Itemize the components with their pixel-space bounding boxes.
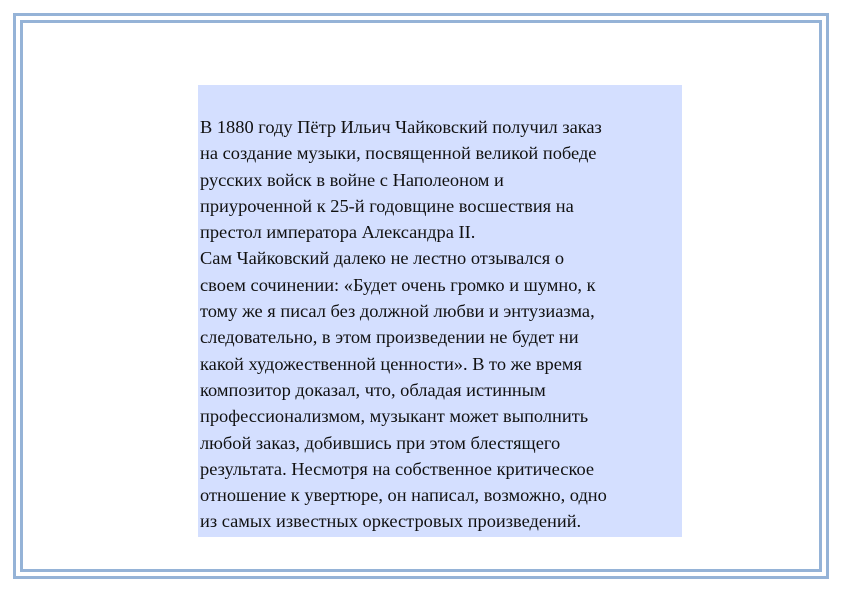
text-box [198,85,682,537]
text-line: отношение к увертюре, он написал, возможно, одно [200,485,607,506]
text-line: любой заказ, добившись при этом блестящего [200,432,561,453]
text-line: какой художественной ценности». В то же время [200,353,583,374]
text-line: русских войск в войне с Наполеоном и [200,169,504,190]
text-line: результата. Несмотря на собственное критическое [200,458,595,479]
text-line: на создание музыки, посвященной великой победе [200,143,597,164]
text-line: В 1880 году Пётр Ильич Чайковский получил заказ [200,117,602,137]
text-line: Сам Чайковский далеко не лестно отзывался о [200,248,565,269]
text-line: тому же я писал без должной любви и энтузиазма, [200,301,595,322]
text-line: приуроченной к 25-й годовщине восшествия на [200,195,574,216]
text-line: своем сочинении: «Будет очень громко и шумно, к [200,274,596,295]
text-line: профессионализмом, музыкант может выполнить [200,406,589,427]
text-line: из самых известных оркестровых произведений. [200,511,582,532]
text-line: следовательно, в этом произведении не будет ни [200,327,579,348]
paragraph-2 [200,245,680,534]
paragraph-1 [200,114,680,245]
text-line: композитор доказал, что, обладая истинным [200,379,546,400]
text-line: престол императора Александра II. [200,222,476,243]
